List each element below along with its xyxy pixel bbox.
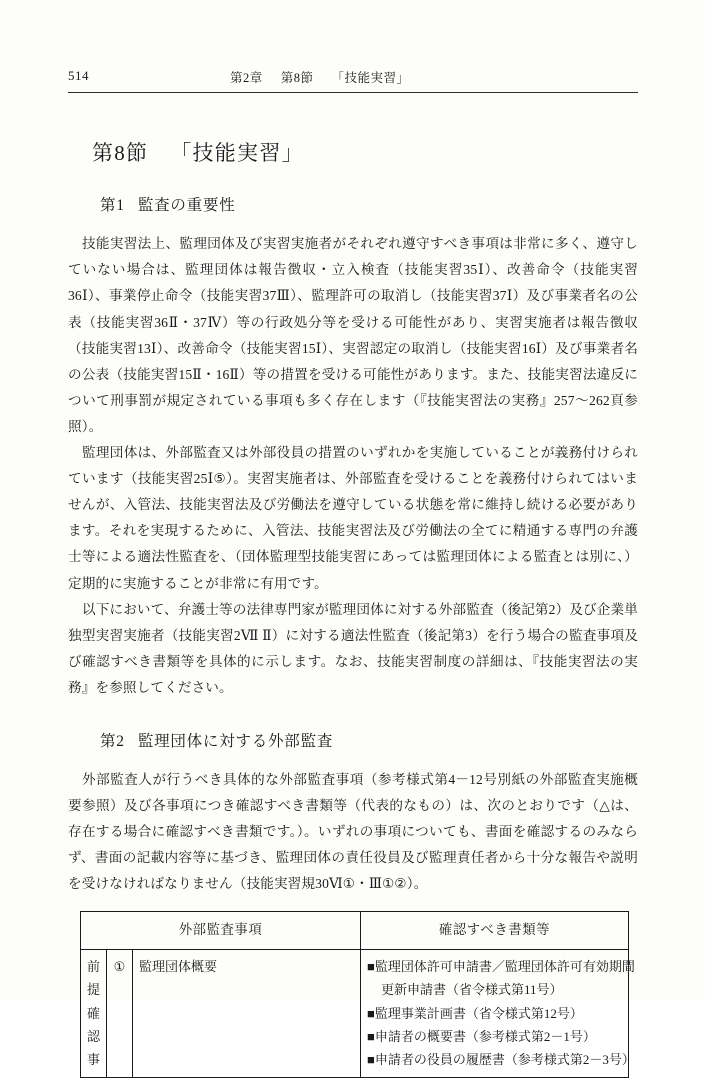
page-number: 514 [68, 68, 89, 83]
subheading-2-number: 第2 [100, 732, 125, 750]
paragraph-1: 技能実習法上、監理団体及び実習実施者がそれぞれ遵守すべき事項は非常に多く、遵守していない場合は、監理団体は報告徴収・立入検査（技能実習35Ⅰ）、改善命令（技能実習36Ⅰ）、事業停止命令（技能実習37Ⅲ）、監理許可の取消し（技能実習37Ⅰ）及び事業者名の公表（技能実習36Ⅱ・37Ⅳ）等の行政処分等を受ける可能性があり、実習実施者は報告徴収（技能実習13Ⅰ）、改善命令（技能実習15Ⅰ）、実習認定の取消し（技能実習16Ⅰ）及び事業者名の公表（技能実習15Ⅱ・16Ⅱ）等の措置を受ける可能性があります。また、技能実習法違反について刑事罰が規定されている事項も多く存在します（『技能実習法の実務』257～262頁参照）。 [68, 236, 638, 434]
table-header-documents: 確認すべき書類等 [361, 912, 629, 950]
header-rule [68, 92, 638, 93]
section-heading-number: 第8節 [92, 141, 149, 165]
section-heading-title: 「技能実習」 [170, 141, 304, 165]
table-cell-item: 監理団体概要 [133, 950, 361, 1078]
page-content [68, 66, 638, 1078]
running-head-section: 第8節 [280, 71, 314, 85]
paragraph-3: 以下において、弁護士等の法律専門家が監理団体に対する外部監査（後記第2）及び企業単独型実習実施者（技能実習2Ⅶ Ⅱ）に対する適法性監査（後記第3）を行う場合の監査事項及び確認すべき書類等を具体的に示します。なお、技能実習制度の詳細は、『技能実習法の実務』を参照してください。 [68, 601, 638, 695]
subheading-1-title: 監査の重要性 [137, 197, 236, 215]
running-head-title: 「技能実習」 [331, 71, 410, 85]
subheading-1 [100, 193, 638, 215]
document-line-1-cont: 更新申請書（省令様式第11号） [381, 982, 563, 998]
side-label-char-3: 確 [87, 1005, 101, 1021]
running-head [68, 66, 638, 96]
side-label-char-4: 認 [87, 1028, 101, 1044]
subheading-2 [100, 729, 638, 751]
running-head-text [230, 68, 410, 86]
side-label-char-1: 前 [87, 959, 101, 975]
table-cell-number: ① [107, 950, 133, 1078]
subheading-2-title: 監理団体に対する外部監査 [137, 732, 334, 750]
paragraph-2: 監理団体は、外部監査又は外部役員の措置のいずれかを実施していることが義務付けられています（技能実習25Ⅰ⑤）。実習実施者は、外部監査を受けることを義務付けられてはいませんが、入管法、技能実習法及び労働法を遵守している状態を常に維持し続ける必要があります。それを実現するために、入管法、技能実習法及び労働法の全てに精通する専門の弁護士等による適法性監査を、（団体監理型技能実習にあっては監理団体による監査とは別に、）定期的に実施することが非常に有用です。 [68, 445, 638, 591]
document-line-1: ■監理団体許可申請書／監理団体許可有効期間 [367, 959, 635, 975]
table-cell-side-label [81, 950, 107, 1078]
table-cell-documents [361, 950, 635, 1078]
document-line-3: ■申請者の概要書（参考様式第2－1号） [367, 1028, 596, 1044]
table-header-items: 外部監査事項 [81, 912, 361, 950]
audit-table-wrapper [80, 911, 635, 1077]
subheading-1-number: 第1 [100, 197, 125, 215]
table-header-row [81, 912, 629, 950]
section-heading [92, 140, 638, 167]
document-line-2: ■監理事業計画書（省令様式第12号） [367, 1005, 583, 1021]
table-row [81, 950, 629, 1078]
side-label-char-2: 提 [87, 982, 101, 998]
paragraph-4: 外部監査人が行うべき具体的な外部監査事項（参考様式第4－12号別紙の外部監査実施概要参照）及び各事項につき確認すべき書類等（代表的なもの）は、次のとおりです（△は、存在する場合に確認すべき書類です。）。いずれの事項についても、書面を確認するのみならず、書面の記載内容等に基づき、監理団体の責任役員及び監理責任者から十分な報告や説明を受けなければなりません（技能実習規30Ⅵ①・Ⅲ①②）。 [68, 771, 638, 892]
document-line-4: ■申請者の役員の履歴書（参考様式第2－3号） [367, 1051, 635, 1067]
side-label-char-5: 事 [87, 1051, 101, 1067]
running-head-chapter: 第2章 [230, 71, 263, 85]
audit-table [80, 911, 635, 1077]
